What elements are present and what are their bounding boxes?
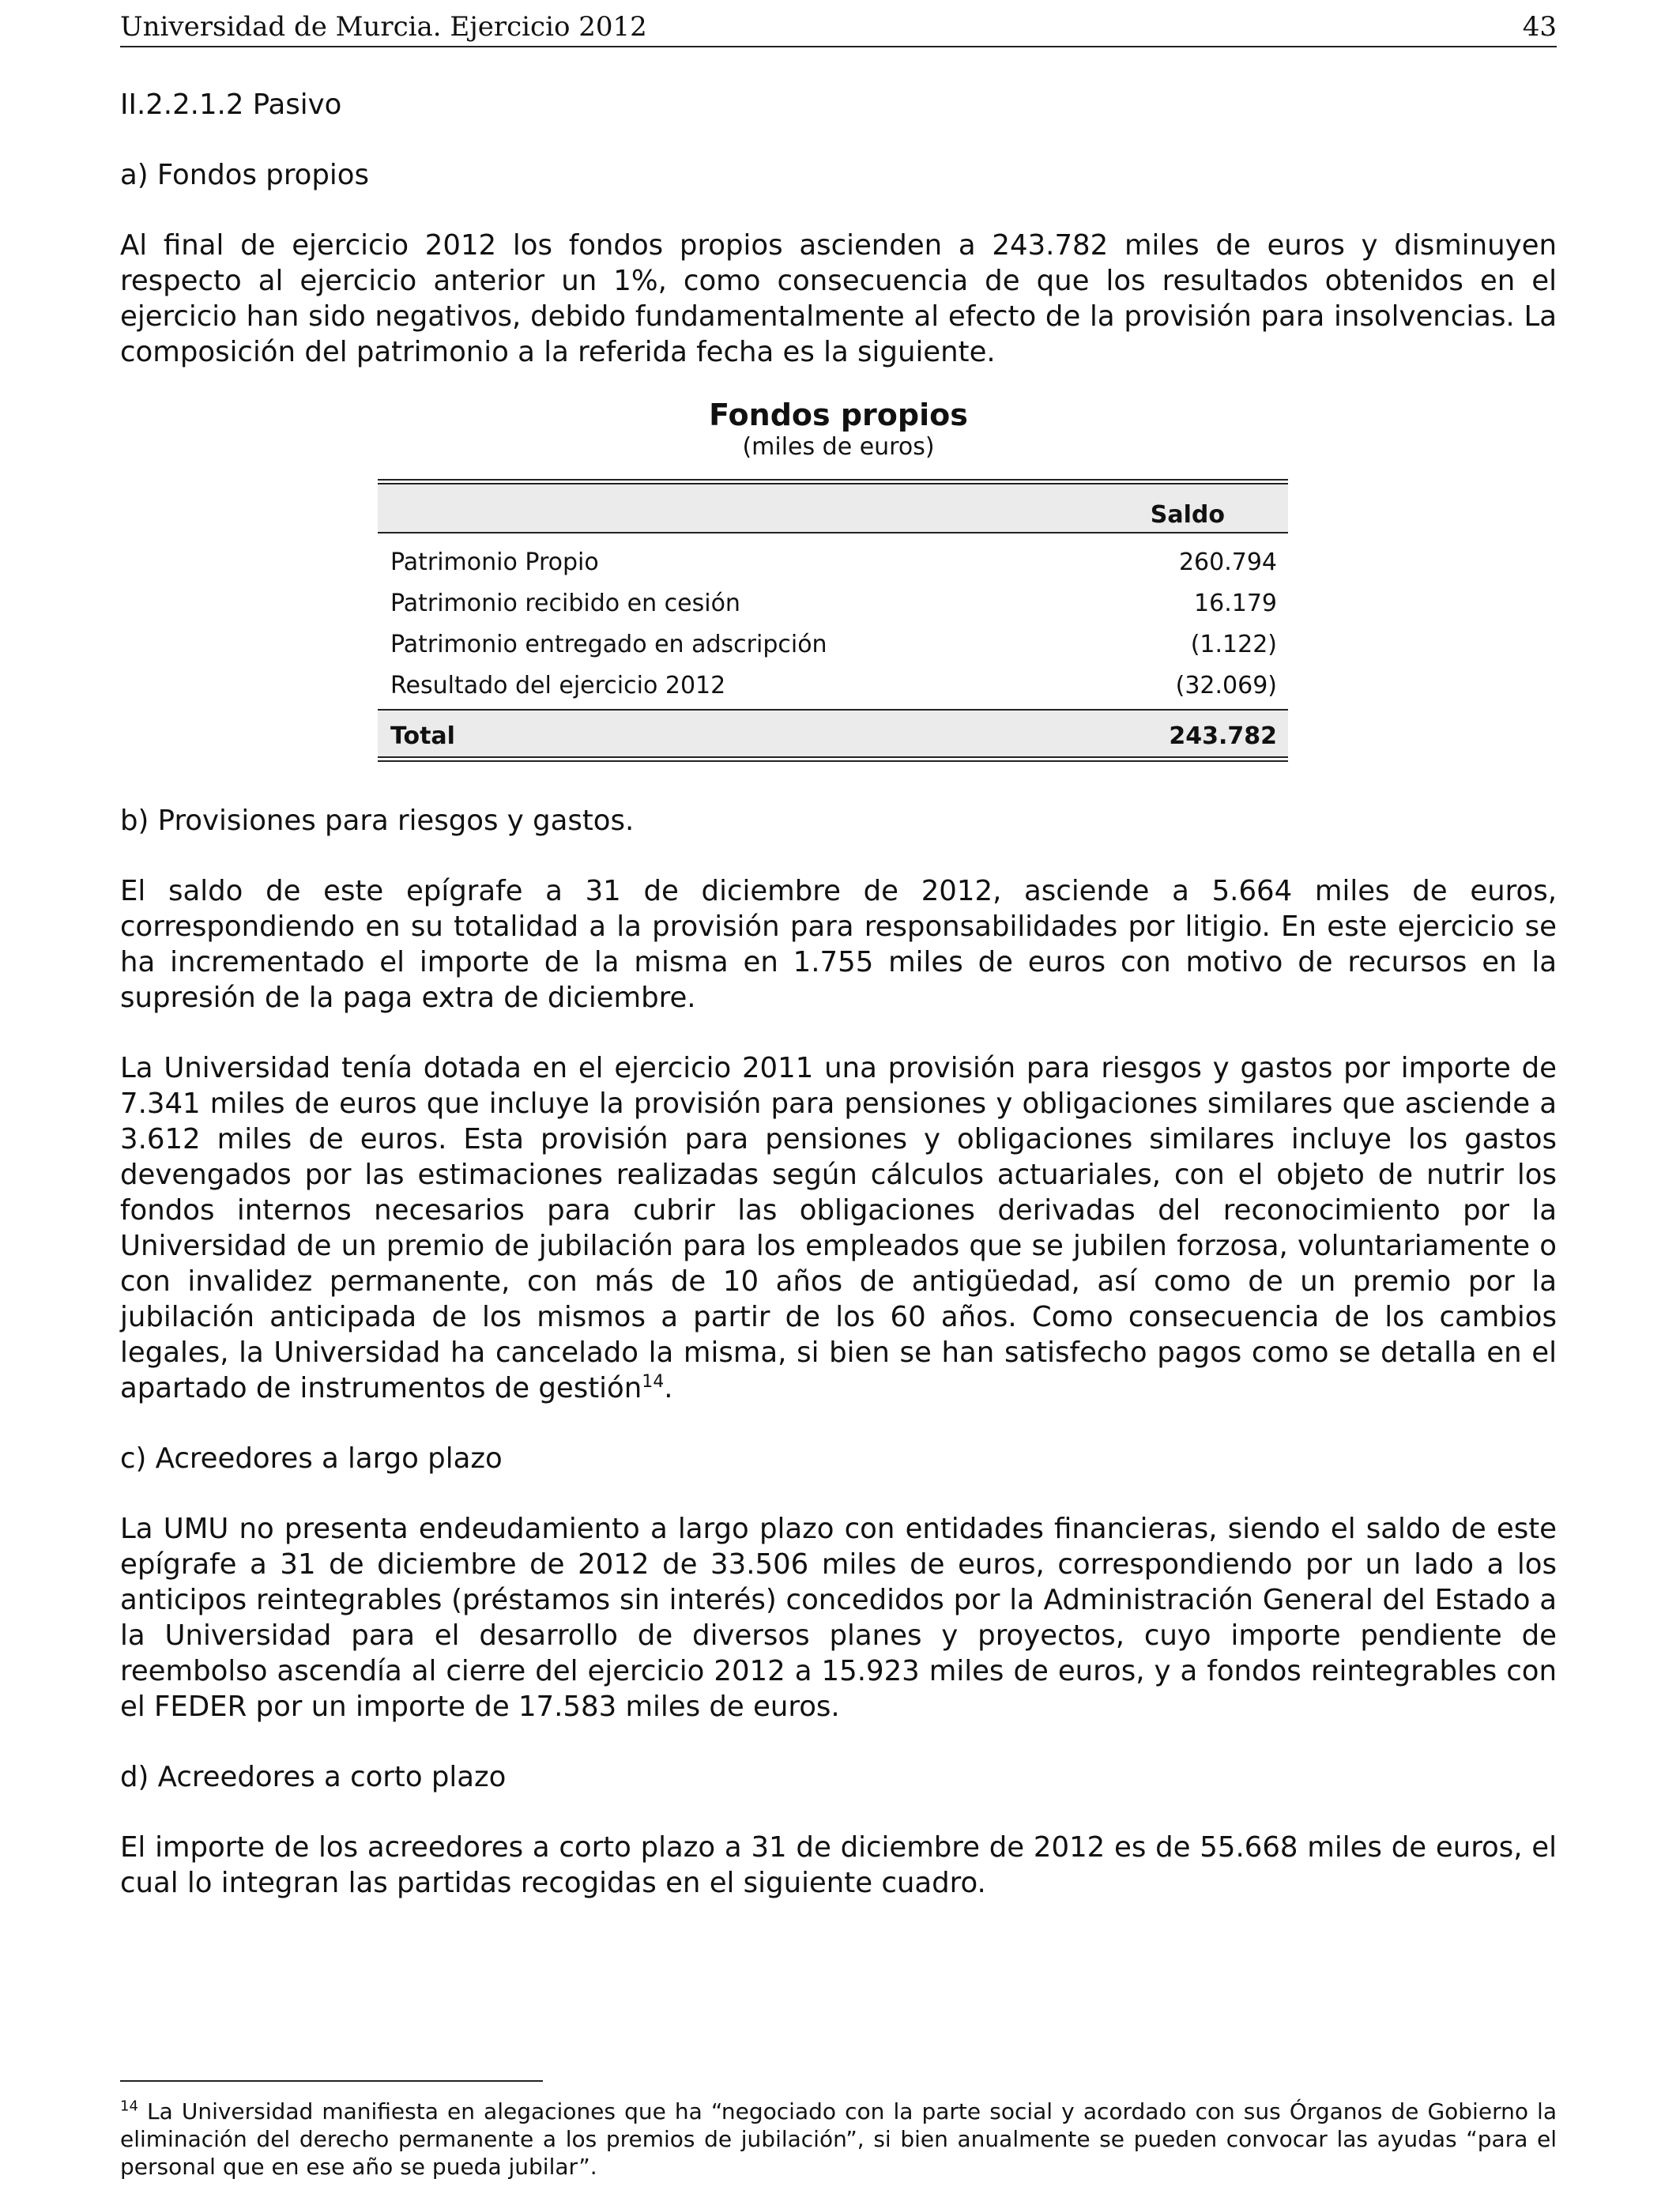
table-title: Fondos propios <box>709 398 968 432</box>
header-title: Universidad de Murcia. Ejercicio 2012 <box>120 11 647 43</box>
footnote <box>120 2098 1557 2181</box>
footnote-separator <box>120 2080 543 2082</box>
table-row <box>378 663 1288 704</box>
acreedores-corto-paragraph: El importe de los acreedores a corto plazo a 31 de diciembre de 2012 es de 55.668 miles de euros, el cual lo integran las partidas recogidas en el siguiente cuadro. <box>120 1831 1557 1899</box>
main-content <box>120 87 1557 1901</box>
column-header-saldo: Saldo <box>1150 501 1225 529</box>
row-value: 260.794 <box>1178 548 1277 576</box>
table-top-rule <box>378 479 1288 484</box>
row-label: Patrimonio Propio <box>390 548 599 576</box>
provisiones-paragraph-2-end: . <box>664 1372 673 1404</box>
acreedores-largo-heading: c) Acreedores a largo plazo <box>120 1442 503 1475</box>
table-subtitle: (miles de euros) <box>742 433 935 461</box>
table-row <box>378 622 1288 663</box>
table-header-row <box>378 484 1288 533</box>
provisiones-paragraph-1: El saldo de este epígrafe a 31 de diciembre de 2012, asciende a 5.664 miles de euros, correspondiendo en su totalidad a la provisión para responsabilidades por litigio. En este ejercicio se ha incrementado el importe de la misma en 1.755 miles de euros con motivo de recursos en la supresión de la paga extra de diciembre. <box>120 875 1557 1014</box>
total-value: 243.782 <box>1169 722 1277 750</box>
fondos-propios-table <box>378 479 1288 762</box>
table-row <box>378 540 1288 581</box>
footnote-text: La Universidad manifiesta en alegaciones que ha “negociado con la parte social y acordado con sus Órganos de Gobierno la eliminación del derecho permanente a los premios de jubilación”, si bien anualmente se pueden convocar las ayudas “para el personal que en ese año se pueda jubilar”. <box>120 2098 1557 2180</box>
row-value: 16.179 <box>1194 590 1277 617</box>
table-bottom-rule <box>378 756 1288 762</box>
running-header <box>120 6 1557 47</box>
footnote-reference: 14 <box>642 1372 665 1393</box>
row-value: (32.069) <box>1175 672 1277 699</box>
section-heading: II.2.2.1.2 Pasivo <box>120 89 342 121</box>
provisiones-paragraph-2-text: La Universidad tenía dotada en el ejercicio 2011 una provisión para riesgos y gastos por importe de 7.341 miles de euros que incluye la provisión para pensiones y obligaciones similares que asciende a 3.612 miles de euros. Esta provisión para pensiones y obligaciones similares incluye los gastos devengados por las estimaciones realizadas según cálculos actuariales, con el objeto de nutrir los fondos internos necesarios para cubrir las obligaciones derivadas del reconocimiento por la Universidad de un premio de jubilación para los empleados que se jubilen forzosa, voluntariamente o con invalidez permanente, con más de 10 años de antigüedad, así como de un premio por la jubilación anticipada de los mismos a partir de los 60 años. Como consecuencia de los cambios legales, la Universidad ha cancelado la misma, si bien se han satisfecho pagos como se detalla en el apartado de instrumentos de gestión <box>120 1052 1557 1404</box>
provisiones-paragraph-2 <box>120 1050 1557 1406</box>
total-label: Total <box>390 722 455 750</box>
fondos-propios-heading: a) Fondos propios <box>120 159 369 191</box>
footnote-number: 14 <box>120 2098 138 2115</box>
table-row <box>378 581 1288 622</box>
page-number: 43 <box>1522 11 1557 43</box>
table-total-row <box>378 709 1288 756</box>
acreedores-corto-heading: d) Acreedores a corto plazo <box>120 1761 507 1793</box>
row-value: (1.122) <box>1190 631 1277 658</box>
row-label: Patrimonio recibido en cesión <box>390 590 740 617</box>
row-label: Resultado del ejercicio 2012 <box>390 672 726 699</box>
fondos-propios-paragraph: Al final de ejercicio 2012 los fondos propios ascienden a 243.782 miles de euros y disminuyen respecto al ejercicio anterior un 1%, como consecuencia de que los resultados obtenidos en el ejercicio han sido negativos, debido fundamentalmente al efecto de la provisión para insolvencias. La composición del patrimonio a la referida fecha es la siguiente. <box>120 229 1557 368</box>
row-label: Patrimonio entregado en adscripción <box>390 631 827 658</box>
fondos-propios-table-block <box>120 397 1557 762</box>
acreedores-largo-paragraph: La UMU no presenta endeudamiento a largo plazo con entidades financieras, siendo el saldo de este epígrafe a 31 de diciembre de 2012 de 33.506 miles de euros, correspondiendo por un lado a los anticipos reintegrables (préstamos sin interés) concedidos por la Administración General del Estado a la Universidad para el desarrollo de diversos planes y proyectos, cuyo importe pendiente de reembolso ascendía al cierre del ejercicio 2012 a 15.923 miles de euros, y a fondos reintegrables con el FEDER por un importe de 17.583 miles de euros. <box>120 1513 1557 1723</box>
provisiones-heading: b) Provisiones para riesgos y gastos. <box>120 805 635 837</box>
